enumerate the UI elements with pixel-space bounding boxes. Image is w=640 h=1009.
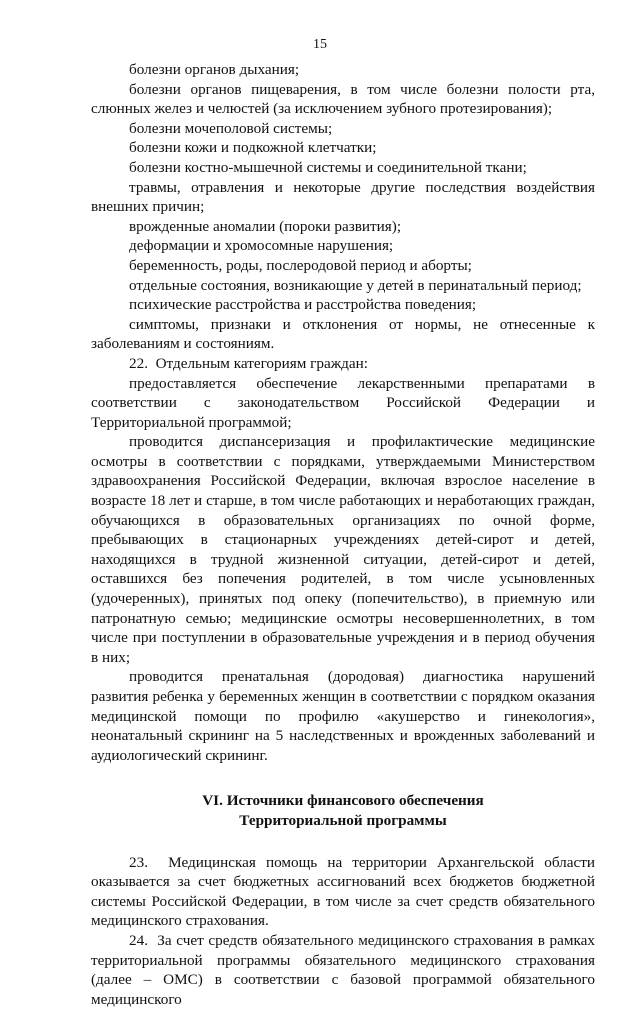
list-item: болезни органов дыхания; [129, 61, 300, 78]
page-number: 15 [313, 37, 327, 52]
item-22-paragraph: проводится пренатальная (дородовая) диагностика нарушений развития ребенка у беременных женщин в соответствии с порядком оказания медицинской помощи по профилю «акушерство и гинекология», неонатальный скрининг на 5 наследственных и врожденных заболеваний и аудиологический скрининг. [91, 668, 595, 764]
item-22-title: 22. Отдельным категориям граждан: [129, 354, 369, 372]
list-item: отдельные состояния, возникающие у детей в перинатальный период; [129, 276, 582, 294]
list-item: болезни кожи и подкожной клетчатки; [129, 139, 377, 157]
list-item: психические расстройства и расстройства поведения; [129, 296, 477, 314]
list-item: болезни мочеполовой системы; [129, 119, 333, 137]
list-item: симптомы, признаки и отклонения от нормы, не отнесенные к заболеваниям и состояниям. [91, 315, 595, 353]
item-24-paragraph: 24. За счет средств обязательного медицинского страхования в рамках территориальной программы обязательного медицинского страхования (далее – ОМС) в соответствии с базовой программой обязательного медицинского [91, 931, 595, 1008]
list-item: болезни органов пищеварения, в том числе болезни полости рта, слюнных желез и челюстей (за исключением зубного протезирования); [91, 80, 595, 118]
item-23-paragraph: 23. Медицинская помощь на территории Архангельской области оказывается за счет бюджетных ассигнований всех бюджетов бюджетной системы Российской Федерации, в том числе за счет средств обязательного медицинского страхования. [91, 853, 595, 930]
section-title-line-1: VI. Источники финансового обеспечения [202, 792, 484, 810]
list-item: болезни костно-мышечной системы и соединительной ткани; [129, 158, 527, 176]
list-item: врожденные аномалии (пороки развития); [129, 217, 402, 235]
list-item: травмы, отравления и некоторые другие последствия воздействия внешних причин; [91, 178, 595, 216]
list-item: беременность, роды, послеродовой период и аборты; [129, 256, 472, 274]
item-22-paragraph: проводится диспансеризация и профилактические медицинские осмотры в соответствии с порядками, утверждаемыми Министерством здравоохранения Российской Федерации, включая взрослое население в возрасте 18 лет и старше, в том числе работающих и неработающих граждан, обучающихся в образовательных организациях по очной форме, пребывающих в стационарных учреждениях детей-сирот и детей, находящихся в трудной жизненной ситуации, детей-сирот и детей, оставшихся без попечения родителей, в том числе усыновленных (удочеренных), принятых под опеку (попечительство), в приемную или патронатную семью; медицинские осмотры несовершеннолетних, в том числе при поступлении в образовательные учреждения и в период обучения в них; [91, 433, 595, 666]
item-22-paragraph: предоставляется обеспечение лекарственными препаратами в соответствии с законодательством Российской Федерации и Территориальной программой; [91, 374, 595, 431]
section-heading [91, 791, 595, 830]
list-item: деформации и хромосомные нарушения; [129, 237, 394, 255]
document-body [91, 60, 595, 1009]
section-title-line-2: Территориальной программы [239, 811, 447, 829]
